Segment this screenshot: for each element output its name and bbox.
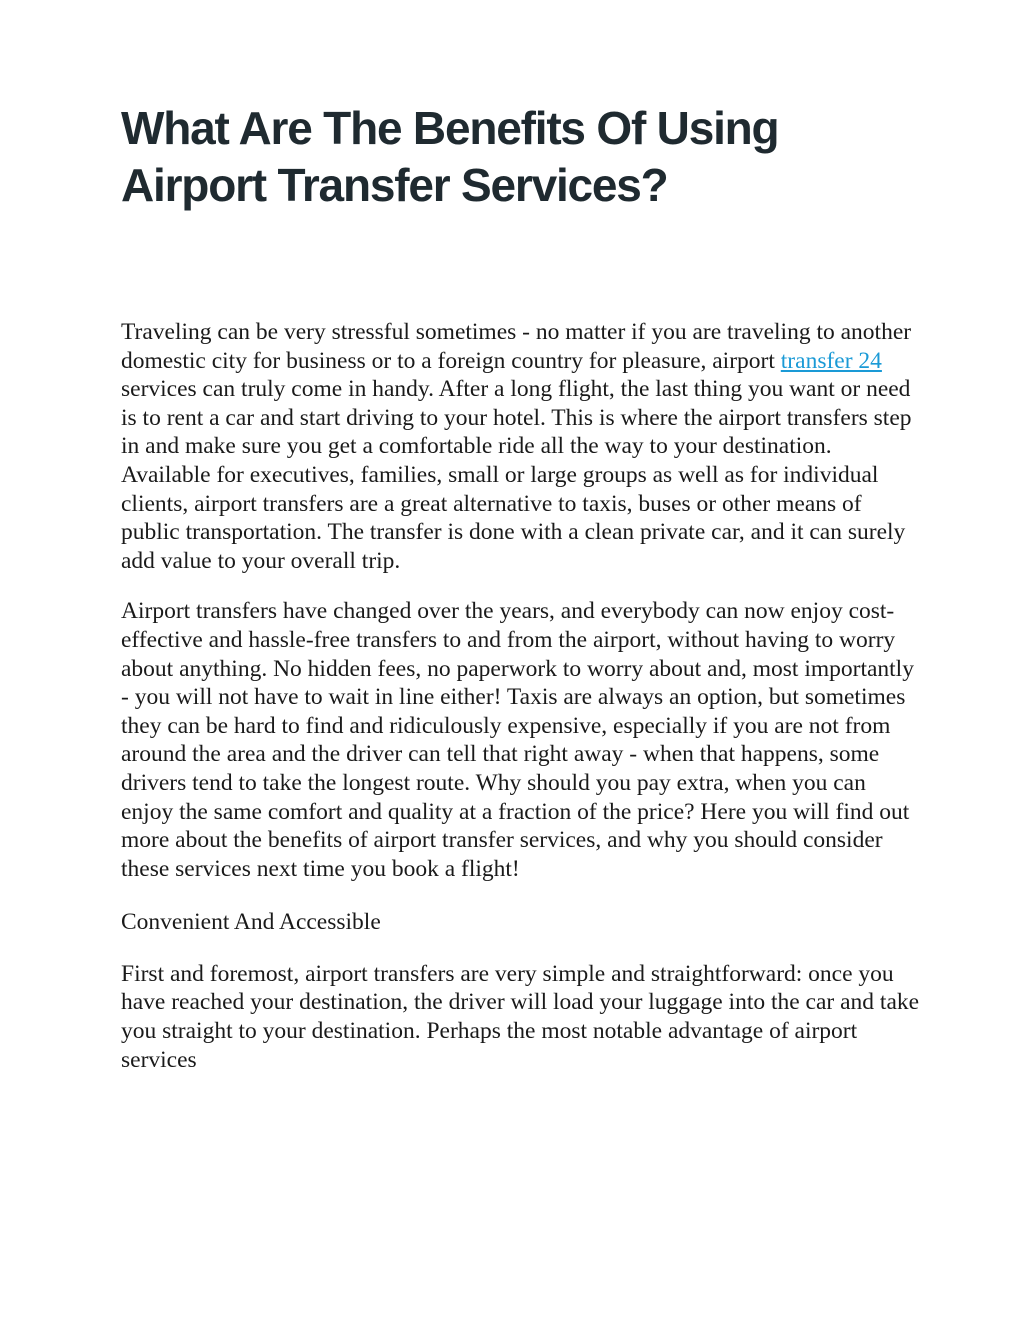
- intro-paragraph: [121, 318, 921, 575]
- transfer-24-link[interactable]: transfer 24: [780, 347, 882, 374]
- document-page: [121, 100, 921, 1074]
- convenience-paragraph: First and foremost, airport transfers are very simple and straightforward: once you have reached your destination, the driver will load your luggage into the car and take you straight to your destination. Perhaps the most notable advantage of airport services: [121, 960, 920, 1073]
- changes-paragraph: Airport transfers have changed over the years, and everybody can now enjoy cost-effective and hassle-free transfers to and from the airport, without having to worry about anything. No hidden fees, no paperwork to worry about and, most importantly - you will not have to wait in line either! Taxis are always an option, but sometimes they can be hard to find and ridiculously expensive, especially if you are not from around the area and the driver can tell that right away - when that happens, some drivers tend to take the longest route. Why should you pay extra, when you can enjoy the same comfort and quality at a fraction of the price? Here you will find out more about the benefits of airport transfer services, and why you should consider these services next time you book a flight!: [121, 598, 914, 882]
- intro-text-after-link: services can truly come in handy. After a long flight, the last thing you want or need is to rent a car and start driving to your hotel. This is where the airport transfers step in and make sure you get a comfortable ride all the way to your destination. Available for executives, families, small or large groups as well as for individual clients, airport transfers are a great alternative to taxis, buses or other means of public transportation. The transfer is done with a clean private car, and it can surely add value to your overall trip.: [121, 376, 912, 574]
- page-title: What Are The Benefits Of Using Airport Transfer Services?: [121, 102, 779, 211]
- intro-text-before-link: Traveling can be very stressful sometimes - no matter if you are traveling to another domestic city for business or to a foreign country for pleasure, airport: [121, 319, 912, 374]
- section-heading-convenient: Convenient And Accessible: [121, 909, 381, 936]
